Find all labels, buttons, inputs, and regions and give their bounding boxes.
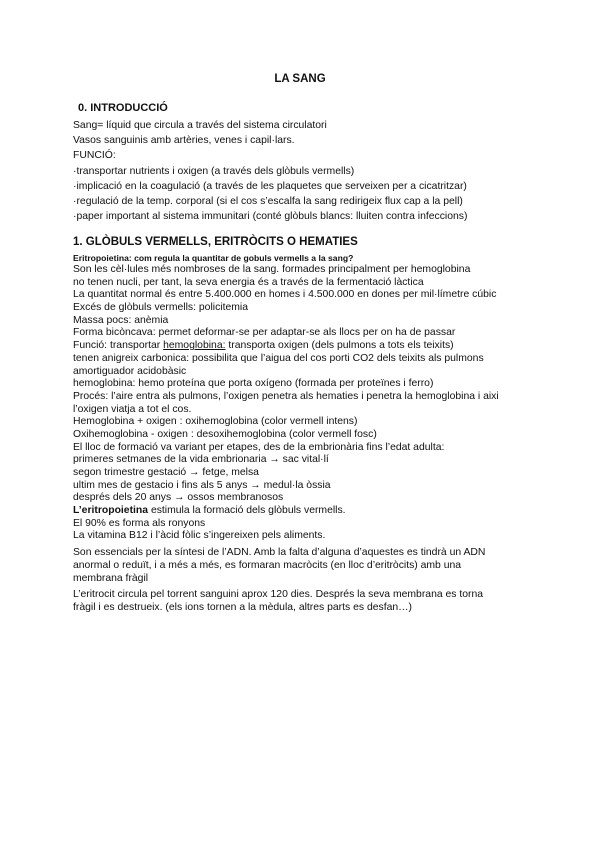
eritropoietina-bold: L’eritropoietina	[73, 505, 149, 517]
body-line: ultim mes de gestacio i fins als 5 anys → medul·la òssia	[73, 479, 331, 491]
body-line: El 90% es forma als ronyons	[73, 517, 206, 529]
body-line: La quantitat normal és entre 5.400.000 en homes i 4.500.000 en dones per mil·límetre cúbic	[73, 289, 497, 301]
section-heading-introduccio: 0. INTRODUCCIÓ	[78, 102, 168, 114]
funcio-prefix: Funció: transportar	[73, 340, 164, 352]
body-line: Excés de glòbuls vermells: policitemia	[73, 302, 248, 314]
body-line: Son les cèl·lules més nombroses de la sang. formades principalment per hemoglobina	[73, 264, 471, 275]
body-line: anormal o reduït, i a més a més, es formaran macròcits (en lloc d’eritròcits) amb una	[73, 559, 462, 571]
intro-line: Sang= líquid que circula a través del sistema circulatori	[73, 120, 327, 131]
body-line: Hemoglobina + oxigen : oxihemoglobina (color vermell intens)	[73, 416, 358, 428]
intro-line: ·paper important al sistema immunitari (conté glòbuls blancs: lluiten contra infeccions)	[73, 211, 468, 223]
body-line: no tenen nucli, per tant, la seva energia és a través de la fermentació làctica	[73, 276, 424, 288]
body-line: membrana fràgil	[73, 572, 149, 584]
intro-line: ·regulació de la temp. corporal (si el cos s’escalfa la sang redirigeix flux cap a la pell)	[73, 195, 463, 207]
body-line: hemoglobina: hemo proteína que porta oxígeno (formada per proteïnes i ferro)	[73, 378, 434, 390]
funcio-line	[73, 340, 593, 353]
intro-text-block	[73, 118, 593, 224]
body-line: fràgil i es destrueix. (els ions tornen a la mèdula, altres parts es desfan…)	[73, 601, 413, 613]
body-line: Forma bicòncava: permet deformar-se per adaptar-se als llocs per on ha de passar	[73, 327, 456, 339]
body-line: La vitamina B12 i l’àcid fòlic s’ingereixen pels aliments.	[73, 530, 326, 542]
hemoglobina-underlined: hemoglobina:	[163, 340, 226, 352]
body-line: Procés: l’aire entra als pulmons, l’oxigen penetra als hematies i penetra la hemoglobina i aixi	[73, 390, 499, 402]
body-line: primeres setmanes de la vida embrionaria → sac vital·lí	[73, 454, 329, 466]
body-line: Son essencials per la síntesi de l’ADN. Amb la falta d’alguna d’aquestes es tindrà un ADN	[73, 547, 486, 559]
body-line: després dels 20 anys → ossos membranosos	[73, 492, 284, 504]
body-line: El lloc de formació va variant per etapes, des de la embrionària fins l’edat adulta:	[73, 441, 445, 453]
intro-line: FUNCIÓ:	[73, 150, 116, 162]
page-title: LA SANG	[274, 73, 326, 85]
intro-line: Vasos sanguinis amb artèries, venes i capil·lars.	[73, 135, 295, 147]
eritropoietina-rest: estimula la formació dels glòbuls vermells.	[148, 505, 346, 517]
body-line: Oxihemoglobina - oxigen : desoxihemoglobina (color vermell fosc)	[73, 428, 377, 440]
section-heading-globuls-vermells: 1. GLÒBULS VERMELLS, ERITRÒCITS O HEMATIES	[73, 236, 358, 248]
funcio-suffix: transporta oxigen (dels pulmons a tots els teixits)	[225, 340, 454, 352]
globuls-text-block	[73, 264, 593, 615]
intro-line: ·implicació en la coagulació (a través de les plaquetes que serveixen per a cicatritzar)	[73, 180, 467, 192]
body-line: tenen anigreix carbonica: possibilita que l’aigua del cos porti CO2 dels teixits als pulmons	[73, 352, 484, 364]
eritropoietina-line	[73, 505, 593, 518]
body-line: L’eritrocit circula pel torrent sanguini aprox 120 dies. Després la seva membrana es torna	[73, 589, 484, 601]
section-subheading: Eritropoietina: com regula la quantitar de gobuls vermells a la sang?	[73, 253, 354, 263]
body-line: amortiguador acidobàsic	[73, 365, 187, 377]
body-line: l’oxigen viatja a tot el cos.	[73, 403, 192, 415]
intro-line: ·transportar nutrients i oxigen (a través dels glòbuls vermells)	[73, 165, 355, 177]
body-line: segon trimestre gestació → fetge, melsa	[73, 467, 259, 478]
body-line: Massa pocs: anèmia	[73, 314, 169, 326]
